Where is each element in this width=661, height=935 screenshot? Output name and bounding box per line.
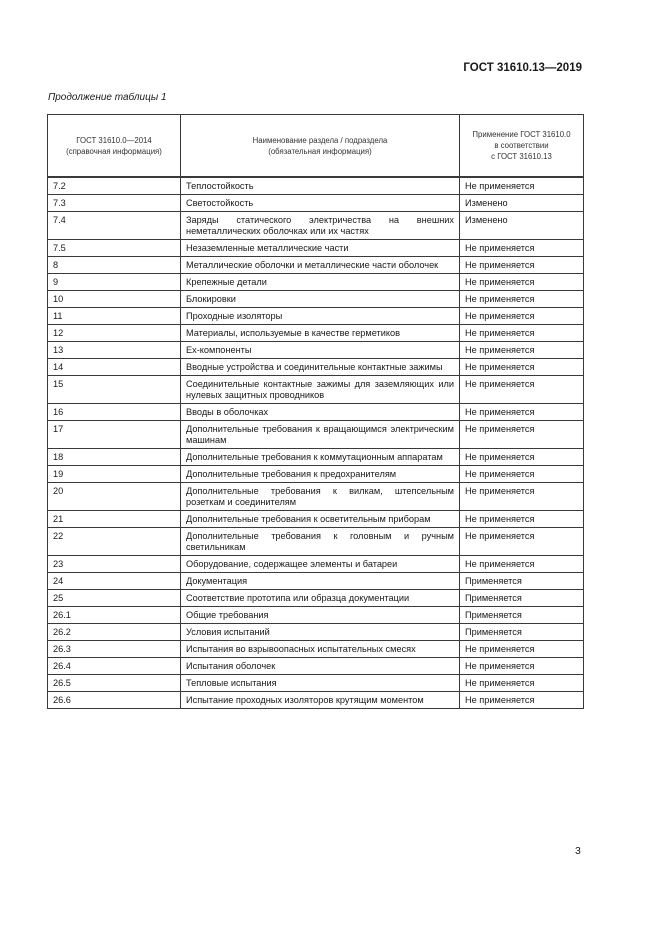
cell-clause: 16 bbox=[48, 404, 181, 421]
cell-clause: 20 bbox=[48, 483, 181, 511]
cell-section-title: Незаземленные металлические части bbox=[181, 240, 460, 257]
table-row bbox=[48, 177, 584, 195]
cell-section-title: Блокировки bbox=[181, 291, 460, 308]
cell-clause: 10 bbox=[48, 291, 181, 308]
header-line: (справочная информация) bbox=[66, 146, 162, 156]
cell-status: Изменено bbox=[460, 195, 584, 212]
cell-clause: 26.1 bbox=[48, 607, 181, 624]
cell-section-title: Крепежные детали bbox=[181, 274, 460, 291]
cell-status: Изменено bbox=[460, 212, 584, 240]
cell-status: Не применяется bbox=[460, 675, 584, 692]
table-row bbox=[48, 573, 584, 590]
cell-section-title: Испытание проходных изоляторов крутящим моментом bbox=[181, 692, 460, 709]
cell-clause: 7.2 bbox=[48, 177, 181, 195]
table-row bbox=[48, 421, 584, 449]
cell-status: Не применяется bbox=[460, 291, 584, 308]
cell-section-title: Дополнительные требования к вращающимся электрическим машинам bbox=[181, 421, 460, 449]
cell-section-title: Дополнительные требования к головным и ручным светильникам bbox=[181, 528, 460, 556]
requirements-table bbox=[47, 114, 584, 709]
table-row bbox=[48, 325, 584, 342]
cell-section-title: Материалы, используемые в качестве герметиков bbox=[181, 325, 460, 342]
cell-section-title: Вводные устройства и соединительные контактные зажимы bbox=[181, 359, 460, 376]
cell-section-title: Заряды статического электричества на внешних неметаллических оболочках или их частях bbox=[181, 212, 460, 240]
table-row bbox=[48, 308, 584, 325]
header-line: Наименование раздела / подраздела bbox=[252, 135, 388, 145]
cell-section-title: Соответствие прототипа или образца документации bbox=[181, 590, 460, 607]
table-row bbox=[48, 675, 584, 692]
cell-section-title: Документация bbox=[181, 573, 460, 590]
header-line: ГОСТ 31610.0—2014 bbox=[76, 135, 152, 145]
cell-section-title: Испытания оболочек bbox=[181, 658, 460, 675]
table-row bbox=[48, 359, 584, 376]
table-caption: Продолжение таблицы 1 bbox=[48, 92, 167, 103]
cell-status: Не применяется bbox=[460, 404, 584, 421]
cell-section-title: Дополнительные требования к коммутационным аппаратам bbox=[181, 449, 460, 466]
page-number: 3 bbox=[575, 845, 581, 857]
cell-clause: 15 bbox=[48, 376, 181, 404]
table-row bbox=[48, 607, 584, 624]
cell-section-title: Теплостойкость bbox=[181, 177, 460, 195]
cell-status: Не применяется bbox=[460, 528, 584, 556]
cell-section-title: Соединительные контактные зажимы для заземляющих или нулевых защитных проводников bbox=[181, 376, 460, 404]
cell-clause: 26.2 bbox=[48, 624, 181, 641]
table-row bbox=[48, 556, 584, 573]
table-row bbox=[48, 342, 584, 359]
table-row bbox=[48, 376, 584, 404]
cell-status: Не применяется bbox=[460, 556, 584, 573]
header-line: (обязательная информация) bbox=[268, 146, 372, 156]
table-row bbox=[48, 590, 584, 607]
cell-clause: 19 bbox=[48, 466, 181, 483]
cell-section-title: Условия испытаний bbox=[181, 624, 460, 641]
table-row bbox=[48, 257, 584, 274]
cell-status: Применяется bbox=[460, 590, 584, 607]
cell-section-title: Общие требования bbox=[181, 607, 460, 624]
cell-section-title: Светостойкость bbox=[181, 195, 460, 212]
cell-clause: 26.3 bbox=[48, 641, 181, 658]
cell-status: Не применяется bbox=[460, 308, 584, 325]
table-row bbox=[48, 274, 584, 291]
cell-section-title: Испытания во взрывоопасных испытательных смесях bbox=[181, 641, 460, 658]
cell-section-title: Дополнительные требования к осветительным приборам bbox=[181, 511, 460, 528]
cell-clause: 7.4 bbox=[48, 212, 181, 240]
cell-status: Не применяется bbox=[460, 449, 584, 466]
header-application bbox=[460, 115, 584, 178]
cell-status: Не применяется bbox=[460, 359, 584, 376]
cell-clause: 12 bbox=[48, 325, 181, 342]
cell-clause: 26.6 bbox=[48, 692, 181, 709]
header-section-title bbox=[181, 115, 460, 178]
header-source-clause bbox=[48, 115, 181, 178]
table-row bbox=[48, 195, 584, 212]
header-line: Применение ГОСТ 31610.0 bbox=[472, 130, 571, 139]
table-row bbox=[48, 511, 584, 528]
cell-section-title: Оборудование, содержащее элементы и батареи bbox=[181, 556, 460, 573]
table-row bbox=[48, 404, 584, 421]
cell-clause: 26.4 bbox=[48, 658, 181, 675]
cell-clause: 26.5 bbox=[48, 675, 181, 692]
cell-clause: 23 bbox=[48, 556, 181, 573]
cell-status: Не применяется bbox=[460, 325, 584, 342]
cell-status: Не применяется bbox=[460, 658, 584, 675]
cell-status: Не применяется bbox=[460, 692, 584, 709]
cell-status: Не применяется bbox=[460, 240, 584, 257]
table-row bbox=[48, 483, 584, 511]
cell-clause: 11 bbox=[48, 308, 181, 325]
cell-clause: 21 bbox=[48, 511, 181, 528]
cell-status: Не применяется bbox=[460, 466, 584, 483]
cell-clause: 7.5 bbox=[48, 240, 181, 257]
cell-status: Не применяется bbox=[460, 511, 584, 528]
cell-clause: 13 bbox=[48, 342, 181, 359]
cell-clause: 25 bbox=[48, 590, 181, 607]
document-code: ГОСТ 31610.13—2019 bbox=[463, 62, 582, 74]
table-header-row bbox=[48, 115, 584, 178]
cell-section-title: Дополнительные требования к вилкам, штепсельным розеткам и соединителям bbox=[181, 483, 460, 511]
cell-status: Применяется bbox=[460, 624, 584, 641]
table-row bbox=[48, 658, 584, 675]
table-body bbox=[48, 177, 584, 709]
cell-section-title: Дополнительные требования к предохранителям bbox=[181, 466, 460, 483]
table-row bbox=[48, 240, 584, 257]
cell-section-title: Металлические оболочки и металлические части оболочек bbox=[181, 257, 460, 274]
cell-clause: 7.3 bbox=[48, 195, 181, 212]
cell-section-title: Ex-компоненты bbox=[181, 342, 460, 359]
table-row bbox=[48, 466, 584, 483]
cell-status: Не применяется bbox=[460, 376, 584, 404]
table-row bbox=[48, 291, 584, 308]
cell-section-title: Проходные изоляторы bbox=[181, 308, 460, 325]
cell-status: Не применяется bbox=[460, 483, 584, 511]
table-row bbox=[48, 641, 584, 658]
table-row bbox=[48, 692, 584, 709]
cell-status: Не применяется bbox=[460, 177, 584, 195]
cell-status: Применяется bbox=[460, 573, 584, 590]
cell-clause: 17 bbox=[48, 421, 181, 449]
header-line: в соответствии bbox=[494, 141, 549, 150]
cell-clause: 24 bbox=[48, 573, 181, 590]
table-row bbox=[48, 449, 584, 466]
cell-clause: 18 bbox=[48, 449, 181, 466]
table-row bbox=[48, 624, 584, 641]
cell-status: Не применяется bbox=[460, 641, 584, 658]
cell-status: Применяется bbox=[460, 607, 584, 624]
cell-status: Не применяется bbox=[460, 421, 584, 449]
cell-status: Не применяется bbox=[460, 342, 584, 359]
cell-clause: 9 bbox=[48, 274, 181, 291]
cell-clause: 14 bbox=[48, 359, 181, 376]
cell-clause: 22 bbox=[48, 528, 181, 556]
table-row bbox=[48, 212, 584, 240]
cell-clause: 8 bbox=[48, 257, 181, 274]
cell-section-title: Вводы в оболочках bbox=[181, 404, 460, 421]
header-line: с ГОСТ 31610.13 bbox=[491, 152, 552, 161]
cell-status: Не применяется bbox=[460, 274, 584, 291]
cell-section-title: Тепловые испытания bbox=[181, 675, 460, 692]
table-row bbox=[48, 528, 584, 556]
cell-status: Не применяется bbox=[460, 257, 584, 274]
